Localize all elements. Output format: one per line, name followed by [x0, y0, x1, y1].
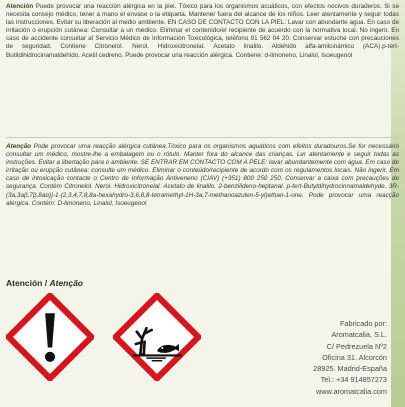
environment-hazard-icon [113, 293, 201, 381]
manufacturer-heading: Fabricado por: [339, 319, 387, 328]
manufacturer-office: Oficina 31. Alcorcón [322, 352, 387, 362]
attention-title-separator: / [42, 278, 50, 288]
portuguese-warning-text [6, 143, 399, 208]
manufacturer-company: Aromatcalia, S.L. [331, 330, 387, 340]
manufacturer-phone: Tel.: +34 914857273 [320, 375, 387, 385]
portuguese-warning-word: Atenção [6, 143, 32, 150]
portuguese-warning-body: Pode provocar uma reacção alérgica cutânea.Tóxico para os organismos aquáticos com efeitos duradouros.Se for necessário consultar um médico, mostre-lhe a embalagem ou o rótulo. Manter fora do alcance das crianças. Ler atentamente e seguir todas as instruções. Evitar a libertação para o ambiente. SE ENTRAR EM CONTACTO COM A PELE: lavar abundantemente com água. Em caso de irritação ou erupção cutânea: consulte um médico. Eliminar o conteúdo/recipiente de acordo com os regulamentos locais. Não ingerir. Em caso de intoxicação contacte o Centro de Informação Antiveneno (CIAV) (+351) 800 250 250. Conservar a caixa com precauções de segurança. Contém Citronelol. Nerol. Hidroxicitronelal. Acetato de linalilo. 2-benzilideno-heptanal. p-tert-Butyldihydrocinnamaldehyde. 3R-(3a,3aβ,7β,8aα)]-1-(2,3,4,7,8,8a-hexahydro-3,6,8,8-tetramethyl-1H-3a,7-methanoazulen-5-yl)ethan-1-one. Pode provocar uma reacção alérgica. Contém: D-limoneno, Linalol, Isoeugenol [6, 143, 399, 207]
attention-title-es: Atención [6, 278, 43, 288]
manufacturer-website: www.aromatcalia.com [316, 386, 387, 396]
manufacturer-city: 28925. Madrid-España [313, 364, 387, 374]
section-divider [6, 137, 399, 138]
manufacturer-street: C/ Pedrezuela Nº2 [326, 341, 387, 351]
spanish-warning-text [6, 3, 399, 60]
spanish-warning-word: Atención [6, 3, 34, 10]
attention-title [6, 278, 83, 288]
spanish-warning-body: Puede provocar una reacción alérgica en la piel. Tóxico para los organismos acuáticos, con efectos nocivos duraderos. Si se necesita consejo médico, tener a mano el envase o la etiqueta. Mantener fuera del alcance de los niños. Leer atentamente y seguir todas las instrucciones. Evitar su liberación al medio ambiente. EN CASO DE CONTACTO CON LA PIEL: Lavar con abundante agua. En caso de irritación o erupción cutánea: Consultar a un médico. Eliminar el contenido/el recipiente de acuerdo con la normativa local. No ingerir. En caso de accidente consultar al Servicio Médico de Información Toxicológica, teléfono 91 562 04 20. Conservar estuche con precauciones de seguridad. Contiene Citronelol. Nerol. Hidroxicitronelal. Acetato linalilo. Aldehido alfa-amilcinámico (ACA).p-tert-Butildihidrocinamaldehido. Acetil cedreno. Puede provocar una reacción alérgica. Contiene: d-limoneno, Linalol, Isoeugenol [6, 3, 399, 59]
attention-title-pt: Atenção [49, 278, 84, 288]
manufacturer-block [313, 318, 387, 397]
exclamation-mark-icon [6, 293, 94, 381]
